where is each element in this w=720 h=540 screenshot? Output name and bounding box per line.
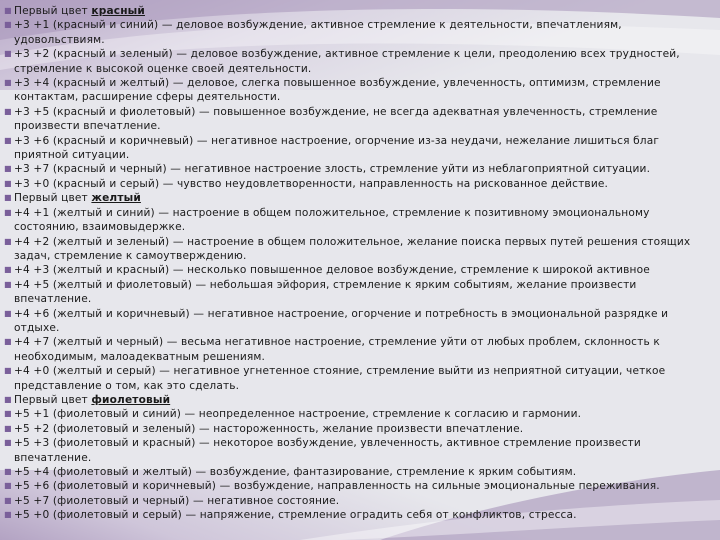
list-item-text: +4 +7 (желтый и черный) — весьма негативное настроение, стремление уйти от любых проблем, склонность к необходимым, малоадекватным решениям. [14, 336, 660, 363]
list-item [4, 162, 704, 176]
square-bullet-icon: ■ [4, 423, 12, 433]
section-heading [4, 393, 704, 407]
section-heading [4, 191, 704, 205]
list-item [4, 422, 704, 436]
square-bullet-icon: ■ [4, 510, 12, 520]
list-item-text: +3 +5 (красный и фиолетовый) — повышенное возбуждение, не всегда адекватная увлеченность, стремление произвести впечатление. [14, 105, 658, 133]
heading-prefix: Первый цвет [14, 5, 92, 17]
square-bullet-icon: ■ [4, 394, 12, 404]
list-item-text: +4 +6 (желтый и коричневый) — негативное настроение, огорчение и потребность в эмоциональной разрядке и отдыхе. [14, 307, 669, 334]
square-bullet-icon: ■ [4, 308, 12, 318]
list-item-text: +5 +3 (фиолетовый и красный) — некоторое возбуждение, увлеченность, активное стремление произвести впечатление. [14, 437, 641, 464]
slide-text-body [4, 4, 704, 523]
square-bullet-icon: ■ [4, 467, 12, 476]
square-bullet-icon: ■ [4, 366, 12, 376]
list-item [4, 177, 704, 191]
list-item [4, 206, 704, 235]
square-bullet-icon: ■ [4, 207, 12, 217]
list-item [4, 479, 704, 493]
list-item [4, 18, 704, 47]
square-bullet-icon: ■ [4, 106, 12, 116]
square-bullet-icon: ■ [4, 495, 12, 505]
square-bullet-icon: ■ [4, 481, 12, 491]
square-bullet-icon: ■ [4, 193, 12, 203]
section-heading [4, 4, 704, 18]
list-item [4, 47, 704, 76]
square-bullet-icon: ■ [4, 265, 12, 275]
square-bullet-icon: ■ [4, 279, 12, 289]
heading-color-name: красный [91, 5, 145, 17]
list-item-text: +5 +6 (фиолетовый и коричневый) — возбуждение, направленность на сильные эмоциональные переживания. [14, 480, 660, 493]
list-item-text: +5 +1 (фиолетовый и синий) — неопределенное настроение, стремление к согласию и гармонии. [14, 408, 582, 421]
list-item [4, 407, 704, 421]
heading-color-name: желтый [91, 192, 141, 205]
section-heading-text [14, 4, 704, 18]
list-item [4, 494, 704, 508]
list-item-text: +3 +1 (красный и синий) — деловое возбуждение, активное стремление к деятельности, впечатлениям, удовольствиям. [14, 19, 622, 46]
list-item [4, 465, 704, 479]
square-bullet-icon: ■ [4, 178, 12, 188]
list-item [4, 235, 704, 264]
square-bullet-icon: ■ [4, 135, 12, 145]
square-bullet-icon: ■ [4, 337, 12, 347]
heading-prefix: Первый цвет [14, 393, 92, 406]
list-item [4, 278, 704, 307]
list-item-text: +3 +4 (красный и желтый) — деловое, слегка повышенное возбуждение, увлеченность, оптимизм, стремление контактам, расширение сферы деятельности. [14, 77, 661, 104]
list-item-text: +5 +2 (фиолетовый и зеленый) — настороженность, желание произвести впечатление. [14, 422, 524, 435]
list-item-text: +3 +2 (красный и зеленый) — деловое возбуждение, активное стремление к цели, преодолению всех трудностей, стремление к высокой оценке своей деятельности. [14, 48, 680, 75]
list-item [4, 105, 704, 134]
list-item-text: +4 +2 (желтый и зеленый) — настроение в общем положительное, желание поиска первых путей решения стоящих задач, стремление к самоутверждению. [14, 235, 691, 262]
square-bullet-icon: ■ [4, 20, 12, 30]
heading-color-name: фиолетовый [91, 393, 171, 406]
list-item [4, 76, 704, 105]
list-item-text: +3 +7 (красный и черный) — негативное настроение злость, стремление уйти из неблагоприятной ситуации. [14, 163, 651, 176]
square-bullet-icon: ■ [4, 164, 12, 174]
list-item-text: +4 +5 (желтый и фиолетовый) — небольшая эйфория, стремление к ярким событиям, желание произвести впечатление. [14, 278, 637, 306]
list-item-text: +5 +7 (фиолетовый и черный) — негативное состояние. [14, 494, 340, 507]
list-item-text: +4 +1 (желтый и синий) — настроение в общем положительное, стремление к позитивному эмоциональному состоянию, взаимовыдержке. [14, 206, 650, 234]
list-item [4, 263, 704, 277]
list-item-text: +5 +4 (фиолетовый и желтый) — возбуждение, фантазирование, стремление к ярким событиям. [14, 466, 577, 478]
section-heading-text [14, 393, 704, 407]
list-item [4, 364, 704, 393]
square-bullet-icon: ■ [4, 236, 12, 246]
square-bullet-icon: ■ [4, 49, 12, 59]
list-item [4, 508, 704, 522]
square-bullet-icon: ■ [4, 409, 12, 419]
square-bullet-icon: ■ [4, 78, 12, 88]
list-item [4, 307, 704, 336]
list-item-text: +4 +3 (желтый и красный) — несколько повышенное деловое возбуждение, стремление к широкой активное [14, 264, 650, 277]
list-item [4, 436, 704, 465]
list-item-text: +3 +6 (красный и коричневый) — негативное настроение, огорчение из-за неудачи, нежелание лишиться благ приятной ситуации. [14, 134, 660, 162]
list-item [4, 335, 704, 364]
list-item-text: +5 +0 (фиолетовый и серый) — напряжение, стремление оградить себя от конфликтов, стресса. [14, 509, 577, 522]
heading-prefix: Первый цвет [14, 192, 92, 205]
list-item-text: +4 +0 (желтый и серый) — негативное угнетенное стояние, стремление выйти из неприятной ситуации, четкое представление о том, как это сделать. [14, 365, 666, 392]
list-item-text: +3 +0 (красный и серый) — чувство неудовлетворенности, направленность на рискованное действие. [14, 177, 609, 190]
square-bullet-icon: ■ [4, 6, 12, 15]
section-heading-text [14, 191, 704, 205]
list-item [4, 134, 704, 163]
square-bullet-icon: ■ [4, 438, 12, 448]
